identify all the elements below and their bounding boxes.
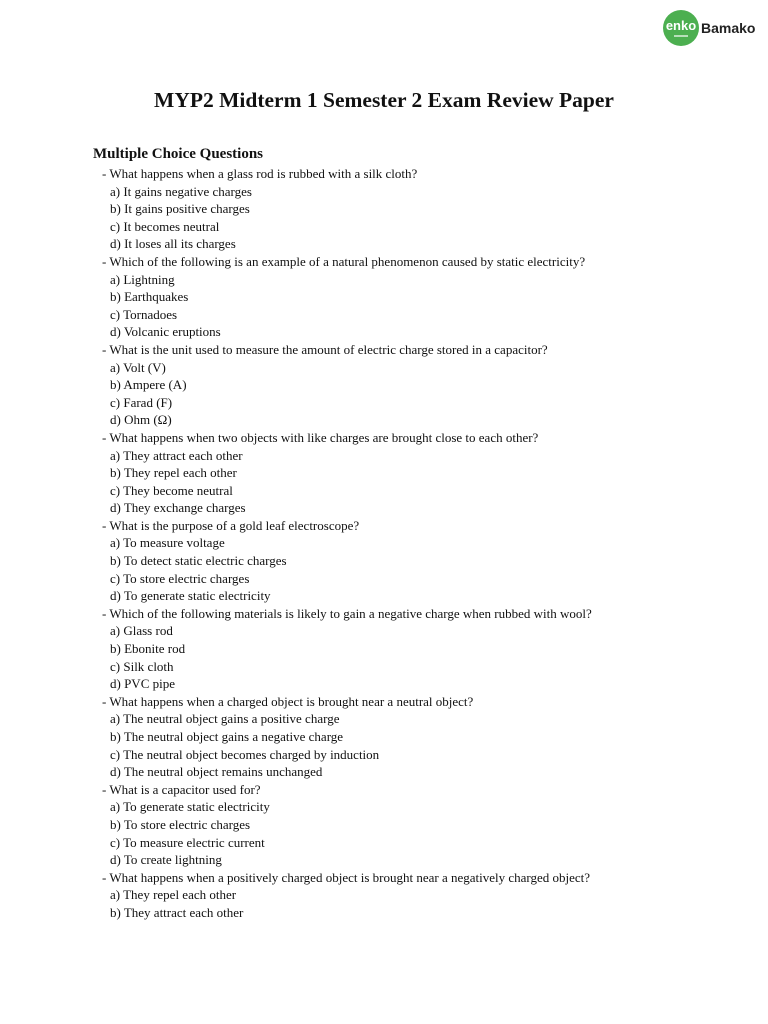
answer-option: b) They attract each other [110,904,244,920]
answer-option: c) Farad (F) [110,394,173,410]
answer-option: a) They repel each other [110,887,237,903]
answer-option: b) Ampere (A) [110,377,187,393]
answer-option: c) They become neutral [110,482,233,498]
answer-option: d) They exchange charges [110,500,246,516]
answer-option: d) The neutral object remains unchanged [110,764,323,780]
question-text: - Which of the following is an example of a natural phenomenon caused by static electricity? [102,253,586,269]
answer-option: c) Silk cloth [110,658,174,674]
logo-mark [663,10,699,46]
page-title: MYP2 Midterm 1 Semester 2 Exam Review Paper [154,88,614,112]
answer-option: d) Volcanic eruptions [110,324,221,340]
answer-option: b) Earthquakes [110,289,189,305]
question-text: - What happens when a glass rod is rubbed with a silk cloth? [102,166,418,181]
answer-option: a) To generate static electricity [110,799,270,815]
answer-option: c) The neutral object becomes charged by induction [110,746,380,762]
logo-name: Bamako [701,20,756,36]
answer-option: d) To generate static electricity [110,588,271,604]
question-text: - What is a capacitor used for? [102,781,261,797]
answer-option: c) To measure electric current [110,834,265,850]
answer-option: a) Glass rod [110,623,173,639]
answer-option: c) To store electric charges [110,570,250,586]
answer-option: d) PVC pipe [110,676,175,692]
answer-option: d) It loses all its charges [110,236,236,252]
enko-bamako-logo [663,10,755,46]
answer-option: b) It gains positive charges [110,201,250,217]
answer-option: b) To detect static electric charges [110,553,287,569]
question-list [0,165,768,922]
answer-option: c) It becomes neutral [110,218,220,234]
answer-option: d) Ohm (Ω) [110,412,172,428]
question-text: - What happens when two objects with like charges are brought close to each other? [102,429,539,445]
question-text: - What happens when a positively charged object is brought near a negatively charged object? [102,869,591,885]
answer-option: b) Ebonite rod [110,641,186,657]
answer-option: a) Lightning [110,271,175,287]
question-text: - What is the purpose of a gold leaf electroscope? [102,517,360,533]
logo-mark-text: enko [665,18,697,33]
answer-option: a) Volt (V) [110,359,166,375]
answer-option: b) The neutral object gains a negative charge [110,729,344,744]
answer-option: b) To store electric charges [110,816,251,832]
question-text: - What happens when a charged object is brought near a neutral object? [102,693,474,709]
answer-option: b) They repel each other [110,465,237,481]
logo-underline [674,35,688,37]
question-text: - What is the unit used to measure the amount of electric charge stored in a capacitor? [102,341,548,357]
answer-option: c) Tornadoes [110,306,178,322]
answer-option: a) To measure voltage [110,535,225,551]
section-heading: Multiple Choice Questions [93,146,264,162]
answer-option: a) The neutral object gains a positive charge [110,711,340,727]
answer-option: a) They attract each other [110,447,243,463]
answer-option: a) It gains negative charges [110,183,252,199]
answer-option: d) To create lightning [110,852,222,868]
question-text: - Which of the following materials is likely to gain a negative charge when rubbed with wool? [102,605,592,621]
